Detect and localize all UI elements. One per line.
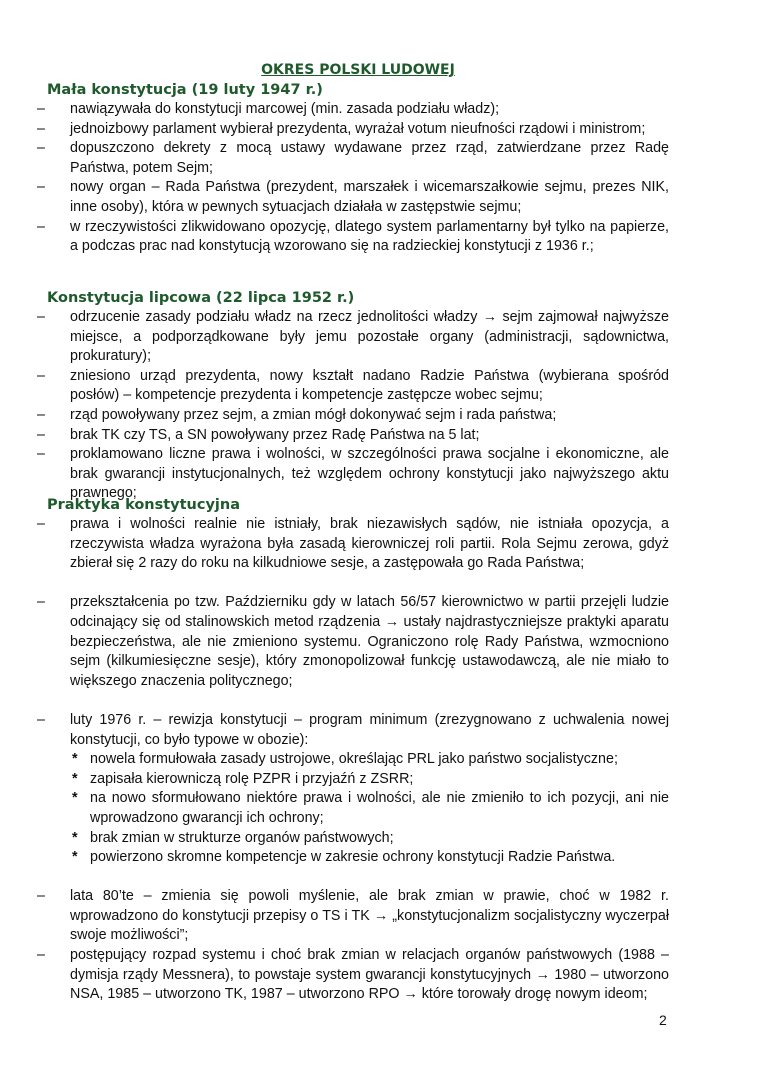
document-title: OKRES POLSKI LUDOWEJ: [261, 62, 455, 78]
section-heading: Konstytucja lipcowa (22 lipca 1952 r.): [47, 290, 355, 306]
asterisk-bullet: *: [72, 770, 78, 787]
sub-list-item: [70, 848, 669, 868]
dash-bullet: –: [37, 406, 45, 423]
dash-bullet: –: [37, 218, 45, 235]
dash-bullet: –: [37, 516, 45, 532]
item-text: postępujący rozpad systemu i choć brak zmian w relacjach organów państwowych (1988 – dymisja rządy Messnera), to powstaje system gwarancji konstytucyjnych → 1980 – utworzono NSA, 1985 – utworzono TK, 1987 – utworzono RPO → które torowały drogę nowym ideom;: [70, 947, 669, 1003]
list-item: [37, 120, 669, 140]
item-text: zapisała kierowniczą rolę PZPR i przyjaźń z ZSRR;: [90, 770, 414, 787]
list-item: [37, 711, 669, 868]
bullet-list: [37, 308, 669, 504]
list-item: [37, 308, 669, 367]
section-praktyka-konstytucyjna: [37, 495, 669, 1005]
list-item: [37, 515, 669, 574]
list-item: [37, 406, 669, 426]
dash-bullet: –: [37, 140, 45, 157]
section-heading: Mała konstytucja (19 luty 1947 r.): [47, 82, 323, 98]
dash-bullet: –: [37, 367, 45, 384]
item-text: przekształcenia po tzw. Październiku gdy w latach 56/57 kierownictwo w partii przejęli ludzie odcinający się od stalinowskich metod rządzenia → ustały najdrastyczniejsze praktyki aparatu bezpieczeństwa, ale nie zmieniono systemu. Ograniczono rolę Rady Państwa, wzmocniono sejm (kilkumiesięczne sesje), który zmonopolizował funkcję ustawodawczą, ale nie miało to większego znaczenia politycznego;: [70, 594, 669, 689]
dash-bullet: –: [37, 594, 45, 611]
item-text: jednoizbowy parlament wybierał prezydenta, wyrażał votum nieufności rządowi i ministrom;: [70, 120, 646, 137]
item-text: nowy organ – Rada Państwa (prezydent, marszałek i wicemarszałkowie sejmu, prezes NIK, inne osoby), która w pewnych sytuacjach działała w zastępstwie sejmu;: [70, 179, 669, 215]
item-text: nowela formułowała zasady ustrojowe, określając PRL jako państwo socjalistyczne;: [90, 751, 618, 768]
dash-bullet: –: [37, 711, 45, 728]
list-item: [37, 887, 669, 946]
list-item: [37, 946, 669, 1005]
dash-bullet: –: [37, 101, 45, 117]
asterisk-bullet: *: [72, 751, 78, 768]
bullet-list: [37, 515, 669, 1005]
dash-bullet: –: [37, 120, 45, 137]
item-text: luty 1976 r. – rewizja konstytucji – program minimum (zrezygnowano z uchwalenia nowej konstytucji, co było typowe w obozie):: [70, 711, 669, 748]
dash-bullet: –: [37, 446, 45, 463]
item-text: odrzucenie zasady podziału władz na rzecz jednolitości władzy → sejm zajmował najwyższe miejsce, a podporządkowane były jemu pozostałe organy (administracji, sądownictwa, prokuratury);: [70, 309, 669, 365]
item-text: dopuszczono dekrety z mocą ustawy wydawane przez rząd, zatwierdzane przez Radę Państwa, potem Sejm;: [70, 140, 669, 176]
bullet-list: [37, 100, 669, 257]
section-mala-konstytucja: [37, 80, 669, 257]
sub-list-item: [70, 829, 669, 849]
item-text: proklamowano liczne prawa i wolności, w szczególności prawa socjalne i ekonomiczne, ale brak gwarancji instytucjonalnych, też względem ochrony konstytucji jako najwyższego aktu prawnego;: [70, 446, 669, 502]
section-heading: Praktyka konstytucyjna: [47, 497, 240, 513]
list-item: [37, 100, 669, 120]
asterisk-bullet: *: [72, 849, 78, 866]
item-text: lata 80’te – zmienia się powoli myślenie, ale brak zmian w prawie, choć w 1982 r. wprowadzono do konstytucji przepisy o TS i TK → „konstytucjonalizm socjalistyczny wyczerpał swoje możliwości”;: [70, 888, 669, 944]
dash-bullet: –: [37, 309, 45, 325]
list-item: [37, 426, 669, 446]
page-number: 2: [659, 1012, 667, 1028]
sub-list: [70, 750, 669, 868]
list-item: [37, 178, 669, 217]
sub-list-item: [70, 770, 669, 790]
list-item: [37, 139, 669, 178]
sub-list-item: [70, 789, 669, 828]
list-item: [37, 367, 669, 406]
dash-bullet: –: [37, 179, 45, 196]
asterisk-bullet: *: [72, 790, 78, 807]
dash-bullet: –: [37, 947, 45, 964]
item-text: na nowo sformułowano niektóre prawa i wolności, ale nie zmieniło to ich pozycji, ani nie wprowadzono gwarancji ich ochrony;: [90, 790, 669, 826]
item-text: nawiązywała do konstytucji marcowej (min. zasada podziału władz);: [70, 101, 500, 117]
item-text: rząd powoływany przez sejm, a zmian mógł dokonywać sejm i rada państwa;: [70, 406, 557, 423]
sub-list-item: [70, 750, 669, 770]
item-text: prawa i wolności realnie nie istniały, brak niezawisłych sądów, nie istniała opozycja, a rzeczywista władza wyrażona była zasadą kierowniczej roli partii. Rola Sejmu zerowa, gdyż zbierał się 2 razy do roku na kilkudniowe sesje, a zastępowała go Rada Państwa;: [70, 516, 669, 572]
list-item: [37, 218, 669, 257]
item-text: powierzono skromne kompetencje w zakresie ochrony konstytucji Radzie Państwa.: [90, 849, 616, 866]
item-text: brak TK czy TS, a SN powoływany przez Radę Państwa na 5 lat;: [70, 426, 480, 443]
dash-bullet: –: [37, 888, 45, 905]
item-text: w rzeczywistości zlikwidowano opozycję, dlatego system parlamentarny był tylko na papierze, a podczas prac nad konstytucją wzorowano się na radzieckiej konstytucji z 1936 r.;: [70, 218, 669, 255]
section-konstytucja-lipcowa: [37, 288, 669, 504]
item-text: zniesiono urząd prezydenta, nowy kształt nadano Radzie Państwa (wybierana spośród posłów) – kompetencje prezydenta i kompetencje zastępcze wobec sejmu;: [70, 367, 669, 404]
item-text: brak zmian w strukturze organów państwowych;: [90, 829, 394, 846]
asterisk-bullet: *: [72, 829, 78, 846]
list-item: [37, 593, 669, 691]
dash-bullet: –: [37, 426, 45, 443]
